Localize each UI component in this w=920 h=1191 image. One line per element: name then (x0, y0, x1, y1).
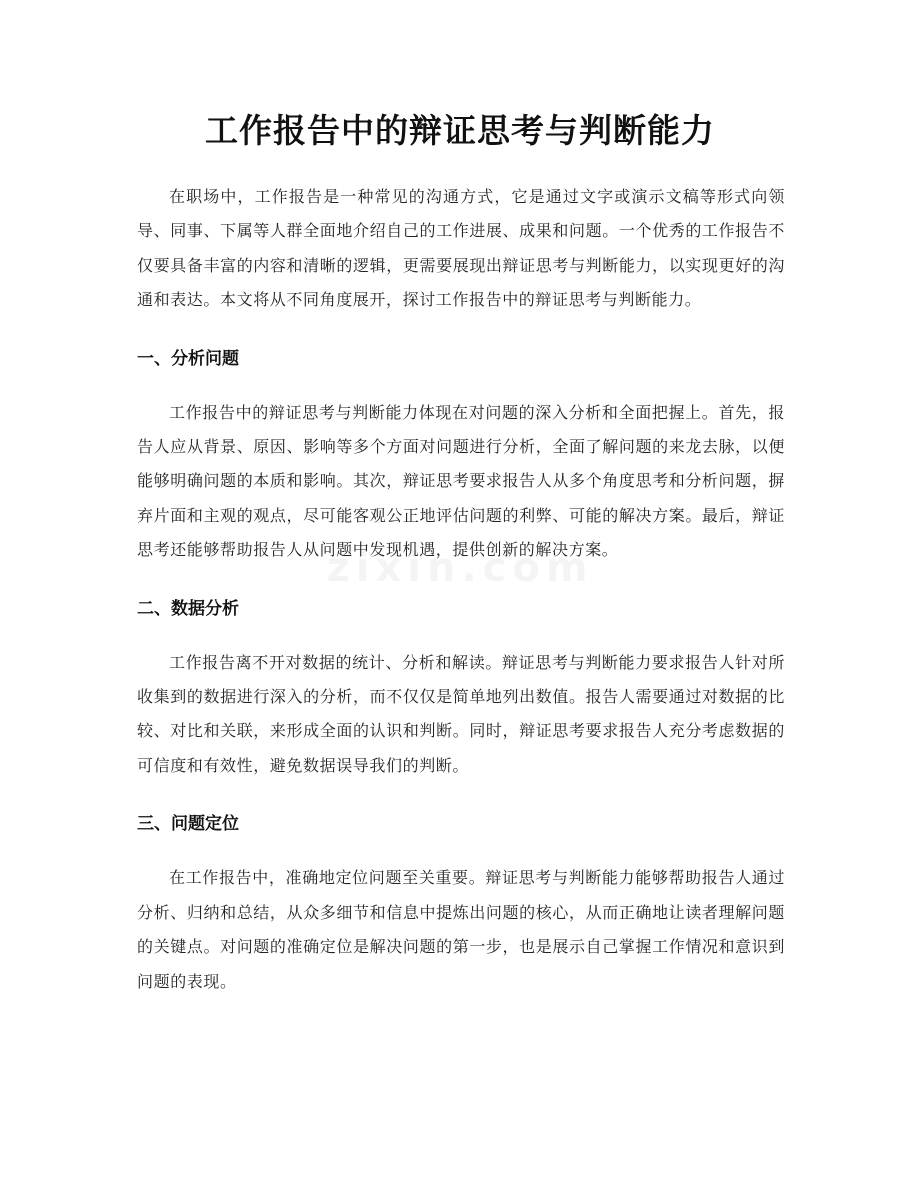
section-data (137, 592, 785, 784)
page-title: 工作报告中的辩证思考与判断能力 (205, 111, 715, 150)
section-analysis (137, 342, 785, 568)
section-heading: 二、数据分析 (137, 598, 239, 619)
section-paragraph: 工作报告离不开对数据的统计、分析和解读。辩证思考与判断能力要求报告人针对所收集到的数据进行深入的分析，而不仅仅是简单地列出数值。报告人需要通过对数据的比较、对比和关联，来形成全面的认识和判断。同时，辩证思考要求报告人充分考虑数据的可信度和有效性，避免数据误导我们的判断。 (137, 652, 785, 775)
section-heading: 三、问题定位 (137, 814, 239, 835)
section-paragraph: 工作报告中的辩证思考与判断能力体现在对问题的深入分析和全面把握上。首先，报告人应从背景、原因、影响等多个方面对问题进行分析，全面了解问题的来龙去脉，以便能够明确问题的本质和影响。其次，辩证思考要求报告人从多个角度思考和分析问题，摒弃片面和主观的观点，尽可能客观公正地评估问题的利弊、可能的解决方案。最后，辩证思考还能够帮助报告人从问题中发现机遇，提供创新的解决方案。 (137, 402, 785, 560)
section-paragraph: 在工作报告中，准确地定位问题至关重要。辩证思考与判断能力能够帮助报告人通过分析、归纳和总结，从众多细节和信息中提炼出问题的核心，从而正确地让读者理解问题的关键点。对问题的准确定位是解决问题的第一步，也是展示自己掌握工作情况和意识到问题的表现。 (137, 868, 785, 991)
intro-paragraph: 在职场中，工作报告是一种常见的沟通方式，它是通过文字或演示文稿等形式向领导、同事、下属等人群全面地介绍自己的工作进展、成果和问题。一个优秀的工作报告不仅要具备丰富的内容和清晰的逻辑，更需要展现出辩证思考与判断能力，以实现更好的沟通和表达。本文将从不同角度展开，探讨工作报告中的辩证思考与判断能力。 (137, 187, 785, 310)
section-positioning (137, 807, 785, 999)
document-body (137, 180, 785, 999)
section-heading: 一、分析问题 (137, 348, 239, 369)
